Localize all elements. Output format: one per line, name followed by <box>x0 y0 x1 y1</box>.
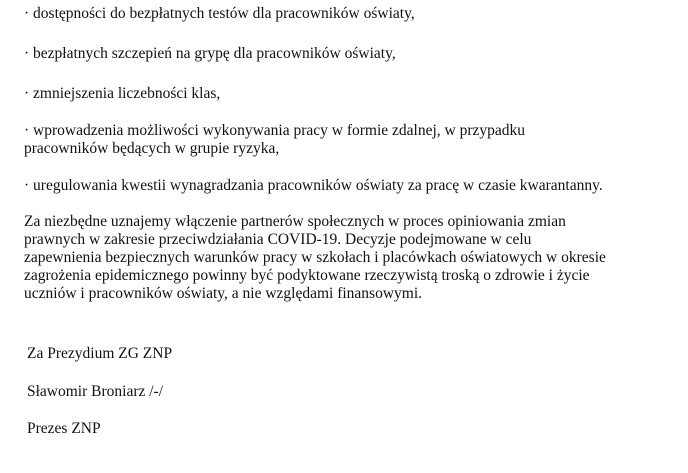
paragraph-line-1: Za niezbędne uznajemy włączenie partnerów społecznych w proces opiniowania zmian <box>24 213 566 230</box>
bullet-item-class-size: · zmniejszenia liczebności klas, <box>24 85 221 102</box>
paragraph-line-2: prawnych w zakresie przeciwdziałania COVID-19. Decyzje podejmowane w celu <box>24 231 532 248</box>
signature-name: Sławomir Broniarz /-/ <box>27 383 164 400</box>
bullet-item-flu-vaccination: · bezpłatnych szczepień na grypę dla pracowników oświaty, <box>24 45 396 62</box>
signature-title: Prezes ZNP <box>27 420 101 437</box>
bullet-item-remote-work-line2: pracowników będących w grupie ryzyka, <box>24 140 280 157</box>
bullet-item-quarantine-pay: · uregulowania kwestii wynagradzania pracowników oświaty za pracę w czasie kwarantanny. <box>24 177 603 194</box>
bullet-item-testing: · dostępności do bezpłatnych testów dla pracowników oświaty, <box>24 5 415 22</box>
paragraph-line-5: uczniów i pracowników oświaty, a nie względami finansowymi. <box>24 285 423 302</box>
paragraph-line-4: zagrożenia epidemicznego powinny być podyktowane rzeczywistą troską o zdrowie i życie <box>24 267 590 284</box>
signature-presidium: Za Prezydium ZG ZNP <box>27 345 173 362</box>
paragraph-line-3: zapewnienia bezpiecznych warunków pracy w szkołach i placówkach oświatowych w okresie <box>24 249 606 266</box>
bullet-item-remote-work-line1: · wprowadzenia możliwości wykonywania pracy w formie zdalnej, w przypadku <box>24 122 525 139</box>
